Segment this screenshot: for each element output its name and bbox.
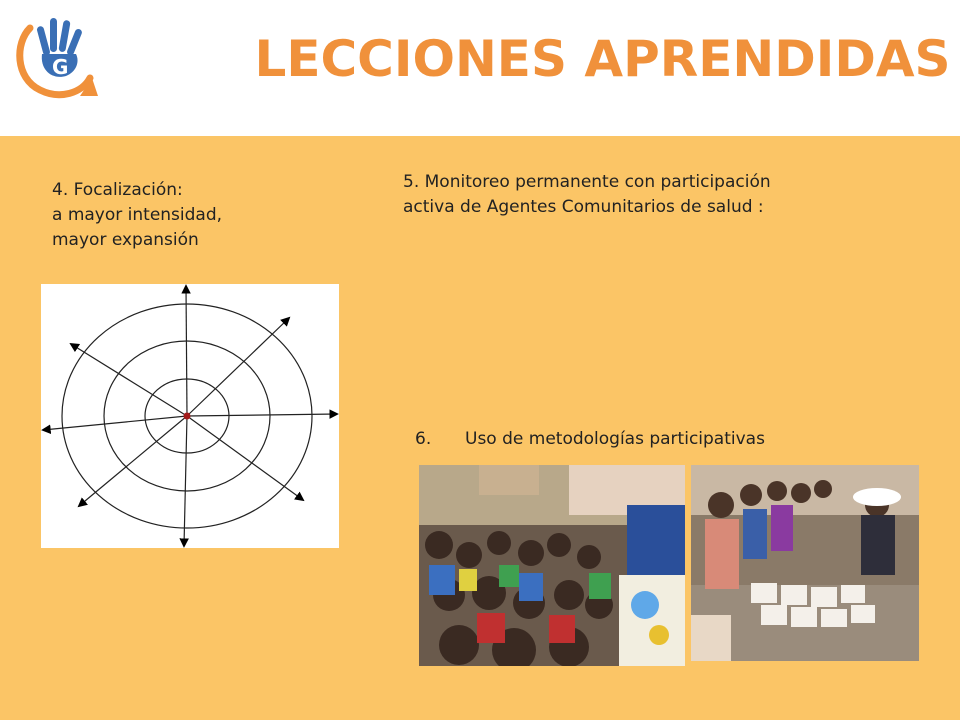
header-bar	[0, 0, 960, 136]
item-4-line3: mayor expansión	[52, 230, 199, 250]
children-group-photo	[419, 465, 685, 666]
item-4-line2: a mayor intensidad,	[52, 205, 223, 225]
item-4-line1: 4. Focalización:	[52, 180, 183, 200]
item-5-line1: 5. Monitoreo permanente con participación	[403, 172, 771, 192]
item-6-text	[415, 427, 765, 452]
item-4-text	[52, 178, 222, 253]
item-5-line2: activa de Agentes Comunitarios de salud :	[403, 197, 764, 217]
item-6-number: 6.	[415, 429, 432, 449]
hand-logo-icon	[10, 8, 102, 108]
item-5-text	[403, 170, 943, 220]
concentric-target-diagram	[41, 284, 339, 548]
item-6-label: Uso de metodologías participativas	[465, 429, 765, 449]
community-workshop-photo	[691, 465, 919, 661]
center-dot	[184, 413, 191, 420]
page-title: LECCIONES APRENDIDAS	[254, 30, 951, 88]
svg-text:G: G	[52, 55, 69, 79]
